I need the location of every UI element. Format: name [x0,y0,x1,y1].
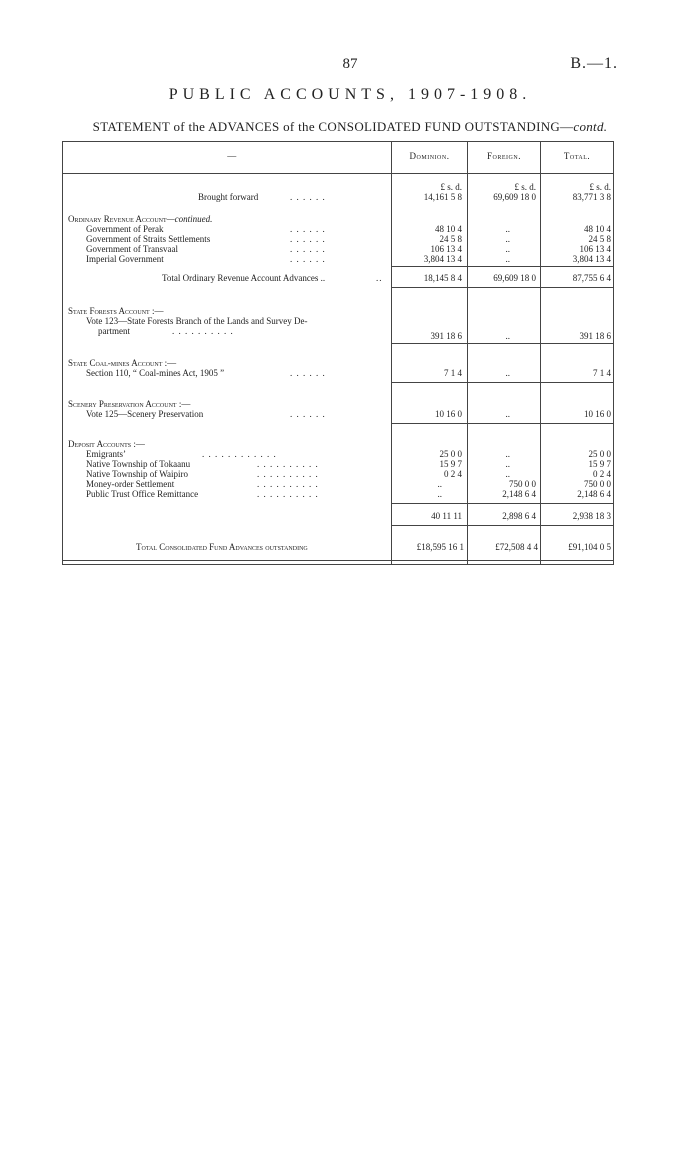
brought-forward-total: 83,771 3 8 [572,192,611,202]
currency-units-foreign: £ s. d. [514,182,536,192]
page-title: PUBLIC ACCOUNTS, 1907-1908. [168,86,532,103]
list-item-foreign: .. [505,449,510,459]
grand-total-total: £91,104 0 5 [568,542,611,552]
list-item-foreign: .. [505,469,510,479]
col-rule-dominion [391,141,392,565]
ordinary-total-total: 87,755 6 4 [572,273,611,283]
leader-dots: . . . . . . . . . . [257,459,319,469]
leader-dots: . . . . . . [290,192,326,202]
col-blank-heading: — [227,151,237,161]
list-item-label: Native Township of Tokaanu [86,459,191,469]
list-item-dominion: 48 10 4 [435,224,462,234]
list-item-total: 48 10 4 [584,224,611,234]
scenery-label: Vote 125—Scenery Preservation [86,409,204,419]
list-item-foreign: .. [505,459,510,469]
state-forests-line2: partment [98,326,130,336]
coal-mines-heading: State Coal-mines Account :— [68,358,177,368]
deposit-subtotal-dominion: 40 11 11 [431,511,462,521]
table-heading [0,119,700,135]
table-right-rule [613,141,614,565]
col-rule-foreign [467,141,468,565]
list-item-dominion: 106 13 4 [430,244,462,254]
list-item-dominion: 24 5 8 [439,234,462,244]
list-item-foreign: .. [505,234,510,244]
grand-total-dominion: £18,595 16 1 [416,542,464,552]
list-item-label: Imperial Government [86,254,164,264]
scenery-total: 10 16 0 [584,409,611,419]
deposit-subtotal-total: 2,938 18 3 [572,511,611,521]
leader-dots-short: .. [376,273,383,283]
ordinary-revenue-heading-text: Ordinary Revenue Account [68,214,167,224]
list-item-foreign: 750 0 0 [509,479,536,489]
list-item-label: Government of Straits Settlements [86,234,211,244]
col-total-heading: Total. [563,151,591,161]
list-item-dominion: .. [437,489,442,499]
grand-total-label: Total Consolidated Fund Advances outstanding [136,542,308,552]
coal-mines-dominion: 7 1 4 [444,368,462,378]
page-number: 87 [342,56,358,72]
brought-forward-dominion: 14,161 5 8 [423,192,462,202]
ordinary-revenue-contd: —continued. [166,214,213,224]
coal-mines-foreign: .. [505,368,510,378]
list-item-total: 0 2 4 [593,469,611,479]
ordinary-total-label: Total Ordinary Revenue Account Advances .. [162,273,326,283]
currency-units-dominion: £ s. d. [440,182,462,192]
grand-total-rule [62,560,614,561]
list-item-total: 24 5 8 [588,234,611,244]
brought-forward-foreign: 69,609 18 0 [493,192,536,202]
table-left-rule [62,141,63,565]
list-item-total: 25 0 0 [588,449,611,459]
list-item-total: 15 9 7 [588,459,611,469]
list-item-label: Money-order Settlement [86,479,175,489]
list-item-total: 2,148 6 4 [577,489,611,499]
subtotal-rule [392,423,613,424]
table-heading-contd: contd. [573,119,608,134]
grand-total-foreign: £72,508 4 4 [495,542,538,552]
list-item-total: 750 0 0 [584,479,611,489]
table-heading-main: STATEMENT of the ADVANCES of the CONSOLIDATED FUND OUTSTANDING— [92,119,574,134]
list-item-foreign: .. [505,244,510,254]
subtotal-rule [392,525,613,526]
list-item-label: Government of Perak [86,224,164,234]
list-item-dominion: 25 0 0 [439,449,462,459]
subtotal-rule [392,382,613,383]
leader-dots: . . . . . . . . . . [172,326,234,336]
deposit-subtotal-foreign: 2,898 6 4 [502,511,536,521]
list-item-total: 3,804 13 4 [572,254,611,264]
leader-dots: . . . . . . [290,244,326,254]
table-top-rule [62,141,614,142]
subtotal-rule [392,287,613,288]
ordinary-total-foreign: 69,609 18 0 [493,273,536,283]
currency-units-total: £ s. d. [589,182,611,192]
list-item-label: Public Trust Office Remittance [86,489,199,499]
ordinary-total-dominion: 18,145 8 4 [423,273,462,283]
leader-dots: . . . . . . [290,368,326,378]
state-forests-line1: Vote 123—State Forests Branch of the Lands and Survey De- [86,316,308,326]
list-item-dominion: .. [437,479,442,489]
leader-dots: . . . . . . . . . . [257,469,319,479]
leader-dots: . . . . . . . . . . . . [202,449,277,459]
list-item-label: Emigrants’ [86,449,126,459]
state-forests-foreign: .. [505,331,510,341]
leader-dots: . . . . . . [290,234,326,244]
list-item-dominion: 15 9 7 [439,459,462,469]
list-item-total: 106 13 4 [579,244,611,254]
document-reference: B.—1. [570,55,618,72]
table-bottom-rule [62,564,614,565]
subtotal-rule [392,503,613,504]
scenery-heading: Scenery Preservation Account :— [68,399,191,409]
list-item-dominion: 0 2 4 [444,469,462,479]
brought-forward-label: Brought forward [198,192,259,202]
state-forests-dominion: 391 18 6 [430,331,462,341]
list-item-label: Government of Transvaal [86,244,178,254]
list-item-label: Native Township of Waipiro [86,469,189,479]
scenery-foreign: .. [505,409,510,419]
state-forests-total: 391 18 6 [579,331,611,341]
list-item-foreign: .. [505,224,510,234]
scenery-dominion: 10 16 0 [435,409,462,419]
leader-dots: . . . . . . . . . . [257,489,319,499]
list-item-dominion: 3,804 13 4 [423,254,462,264]
list-item-foreign: 2,148 6 4 [502,489,536,499]
leader-dots: . . . . . . [290,224,326,234]
header-bottom-rule [62,173,614,174]
leader-dots: . . . . . . [290,409,326,419]
leader-dots: . . . . . . . . . . [257,479,319,489]
ordinary-revenue-heading [68,214,212,224]
leader-dots: . . . . . . [290,254,326,264]
deposit-heading: Deposit Accounts :— [68,439,145,449]
col-rule-total [540,141,541,565]
col-foreign-heading: Foreign. [487,151,521,161]
subtotal-rule [392,343,613,344]
coal-mines-label: Section 110, “ Coal-mines Act, 1905 ” [86,368,225,378]
list-item-foreign: .. [505,254,510,264]
coal-mines-total: 7 1 4 [593,368,611,378]
col-dominion-heading: Dominion. [409,151,450,161]
subtotal-rule [392,266,613,267]
state-forests-heading: State Forests Account :— [68,306,164,316]
advances-table [62,141,614,565]
